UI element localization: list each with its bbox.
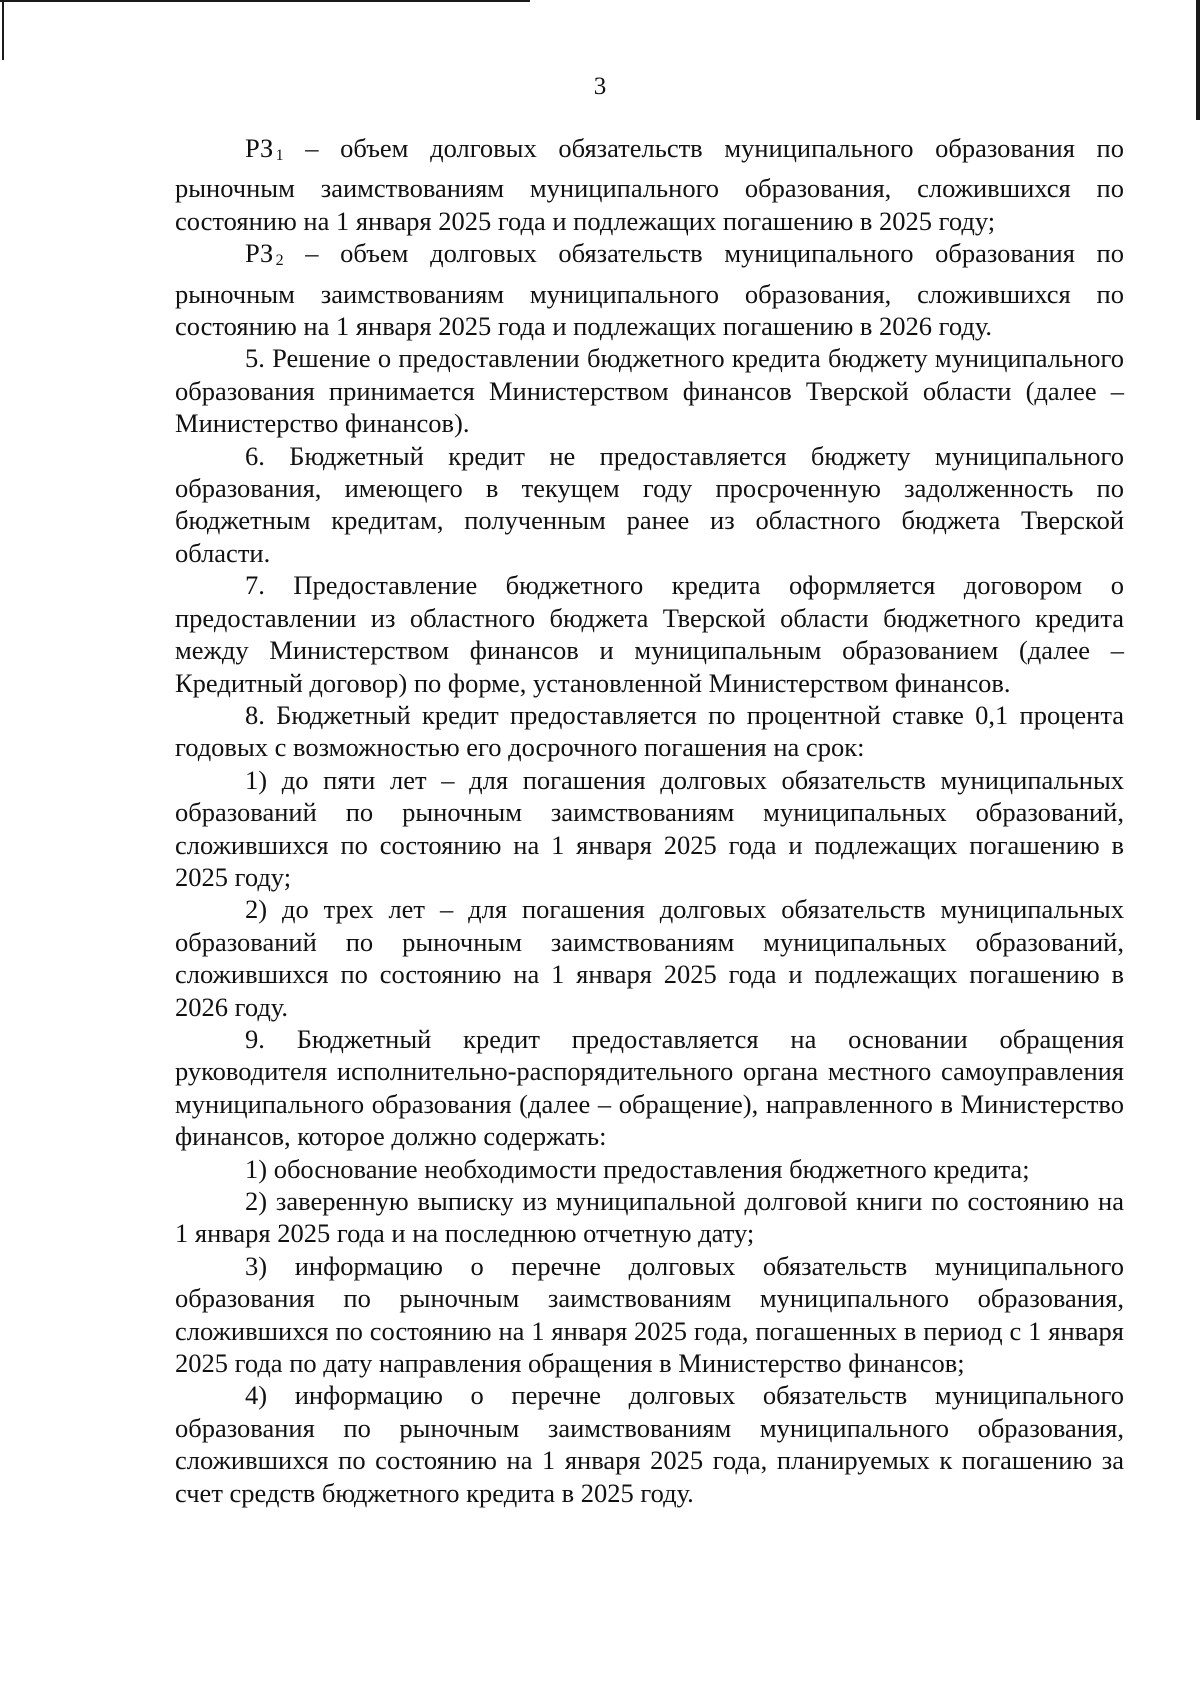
paragraph-9-item-1: 1) обоснование необходимости предоставления бюджетного кредита; xyxy=(245,1153,1030,1184)
paragraph-5: 5. Решение о предоставлении бюджетного кредита бюджету муниципального образования принимается Министерством финансов Тверской области (далее – Министерство финансов). xyxy=(175,343,1124,439)
scan-edge-line xyxy=(1196,0,1200,120)
variable-symbol: РЗ 2 xyxy=(245,238,284,270)
paragraph-7: 7. Предоставление бюджетного кредита оформляется договором о предоставлении из областного бюджета Тверской области бюджетного кредита между Министерством финансов и муниципальным образованием (далее – Кредитный договор) по форме, установленной Министерством финансов. xyxy=(175,570,1124,698)
scan-edge-line xyxy=(0,0,530,2)
variable-symbol: РЗ 1 xyxy=(245,133,284,164)
variable-subscript: 2 xyxy=(275,252,284,270)
page-number: 3 xyxy=(593,73,607,100)
paragraph-8-item-2: 2) до трех лет – для погашения долговых обязательств муниципальных образований по рыночным заимствованиям муниципальных образований, сложившихся по состоянию на 1 января 2025 года и подлежащих погашению в 2026 году. xyxy=(175,894,1124,1022)
scan-edge-line xyxy=(2,0,4,60)
paragraph-8: 8. Бюджетный кредит предоставляется по процентной ставке 0,1 процента годовых с возможностью его досрочного погашения на срок: xyxy=(175,699,1124,763)
paragraph-9-item-4: 4) информацию о перечне долговых обязательств муниципального образования по рыночным заимствованиям муниципального образования, сложившихся по состоянию на 1 января 2025 года, планируемых к погашению за счет средств бюджетного кредита в 2025 году. xyxy=(175,1380,1124,1508)
paragraph-9-item-3: 3) информацию о перечне долговых обязательств муниципального образования по рыночным заимствованиям муниципального образования, сложившихся по состоянию на 1 января 2025 года, погашенных в период с 1 января 2025 года по дату направления обращения в Министерство финансов; xyxy=(175,1250,1124,1379)
paragraph-rz2 xyxy=(175,237,1124,342)
document-body xyxy=(175,132,1124,1509)
paragraph-6: 6. Бюджетный кредит не предоставляется бюджету муниципального образования, имеющего в текущем году просроченную задолженность по бюджетным кредитам, полученным ранее из областного бюджета Тверской области. xyxy=(175,440,1124,568)
paragraph-text: – объем долговых обязательств муниципального образования по рыночным заимствованиям муниципального образования, сложившихся по состоянию на 1 января 2025 года и подлежащих погашению в 2025 году; xyxy=(175,133,1124,236)
paragraph-text: – объем долговых обязательств муниципального образования по рыночным заимствованиям муниципального образования, сложившихся по состоянию на 1 января 2025 года и подлежащих погашению в 2026 году. xyxy=(175,238,1124,342)
paragraph-9-item-2: 2) заверенную выписку из муниципальной долговой книги по состоянию на 1 января 2025 года и на последнюю отчетную дату; xyxy=(175,1186,1124,1249)
variable-subscript: 1 xyxy=(275,147,284,164)
paragraph-rz1 xyxy=(175,132,1124,237)
paragraph-9: 9. Бюджетный кредит предоставляется на основании обращения руководителя исполнительно-распорядительного органа местного самоуправления муниципального образования (далее – обращение), направленного в Министерство финансов, которое должно содержать: xyxy=(175,1023,1124,1152)
paragraph-8-item-1: 1) до пяти лет – для погашения долговых обязательств муниципальных образований по рыночным заимствованиям муниципальных образований, сложившихся по состоянию на 1 января 2025 года и подлежащих погашению в 2025 году; xyxy=(175,764,1124,892)
